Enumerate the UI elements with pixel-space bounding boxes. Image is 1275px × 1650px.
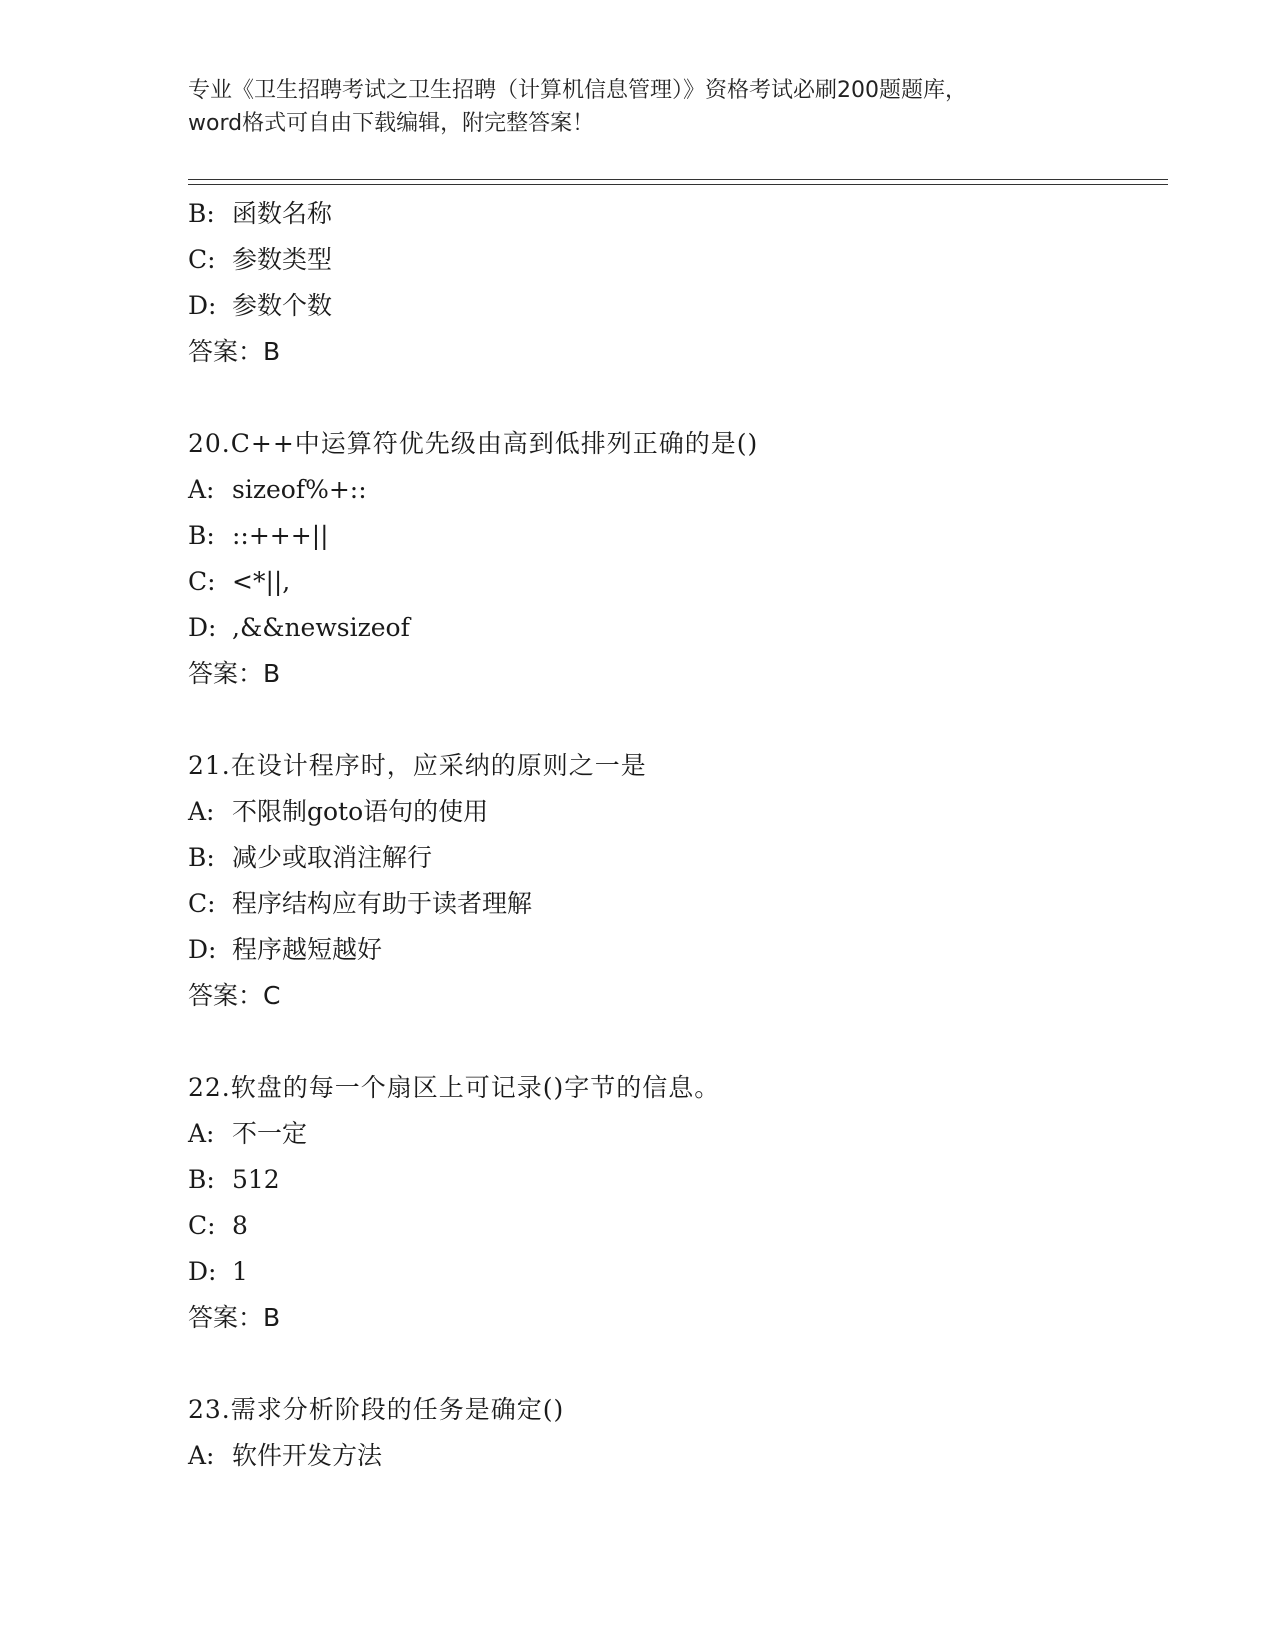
option-label: B: <box>188 199 215 228</box>
option-label: A: <box>188 475 215 504</box>
question-23 <box>188 1387 1168 1479</box>
option-label: A: <box>188 797 215 826</box>
answer-line: 答案：C <box>188 981 281 1010</box>
option-text: 程序结构应有助于读者理解 <box>232 889 533 918</box>
option-label: C: <box>188 567 216 596</box>
question-title: 20.C++中运算符优先级由高到低排列正确的是() <box>188 429 759 458</box>
question-list <box>188 191 1168 1479</box>
question-title: 22.软盘的每一个扇区上可记录()字节的信息。 <box>188 1073 721 1102</box>
question-21 <box>188 743 1168 1019</box>
option-c <box>188 881 1168 927</box>
option-a <box>188 467 1168 513</box>
option-d <box>188 605 1168 651</box>
option-label: A: <box>188 1119 215 1148</box>
option-label: C: <box>188 1211 216 1240</box>
spacer <box>188 697 1168 743</box>
option-label: B: <box>188 1165 215 1194</box>
option-text: 不一定 <box>232 1119 308 1148</box>
option-text: 函数名称 <box>232 199 333 228</box>
option-text: ::+++|| <box>232 521 329 550</box>
option-text: 8 <box>232 1211 248 1240</box>
option-label: C: <box>188 245 216 274</box>
question-title: 21.在设计程序时，应采纳的原则之一是 <box>188 751 647 780</box>
option-b <box>188 835 1168 881</box>
header-divider-bottom <box>188 184 1168 185</box>
option-a <box>188 1433 1168 1479</box>
question-title: 23.需求分析阶段的任务是确定() <box>188 1395 565 1424</box>
option-text: 软件开发方法 <box>232 1441 383 1470</box>
option-b <box>188 191 1168 237</box>
header-divider-top <box>188 179 1168 180</box>
question-22 <box>188 1065 1168 1341</box>
option-text: 参数个数 <box>232 291 333 320</box>
question-20 <box>188 421 1168 697</box>
option-d <box>188 1249 1168 1295</box>
option-label: D: <box>188 291 217 320</box>
option-text: sizeof%+:: <box>232 475 367 504</box>
document-header <box>188 74 1088 140</box>
spacer <box>188 1341 1168 1387</box>
option-label: A: <box>188 1441 215 1470</box>
option-label: D: <box>188 1257 217 1286</box>
option-d <box>188 927 1168 973</box>
option-a <box>188 1111 1168 1157</box>
option-c <box>188 1203 1168 1249</box>
option-label: D: <box>188 613 217 642</box>
option-a <box>188 789 1168 835</box>
answer-line: 答案：B <box>188 659 281 688</box>
option-text: 程序越短越好 <box>232 935 383 964</box>
option-text: 参数类型 <box>232 245 333 274</box>
option-text: 减少或取消注解行 <box>232 843 433 872</box>
option-text: ,&&newsizeof <box>232 613 410 642</box>
option-b <box>188 1157 1168 1203</box>
option-b <box>188 513 1168 559</box>
option-label: D: <box>188 935 217 964</box>
option-text: 不限制goto语句的使用 <box>232 797 489 826</box>
header-line-2: word格式可自由下载编辑，附完整答案！ <box>188 111 595 136</box>
option-text: 1 <box>232 1257 248 1286</box>
option-label: B: <box>188 521 215 550</box>
spacer <box>188 375 1168 421</box>
spacer <box>188 1019 1168 1065</box>
question-19-tail <box>188 191 1168 375</box>
answer-line: 答案：B <box>188 1303 281 1332</box>
option-text: 512 <box>232 1165 280 1194</box>
option-c <box>188 559 1168 605</box>
answer-line: 答案：B <box>188 337 281 366</box>
option-label: C: <box>188 889 216 918</box>
option-label: B: <box>188 843 215 872</box>
option-text: <*||, <box>232 567 291 596</box>
header-line-1: 专业《卫生招聘考试之卫生招聘（计算机信息管理）》资格考试必刷200题题库， <box>188 78 967 103</box>
option-d <box>188 283 1168 329</box>
option-c <box>188 237 1168 283</box>
